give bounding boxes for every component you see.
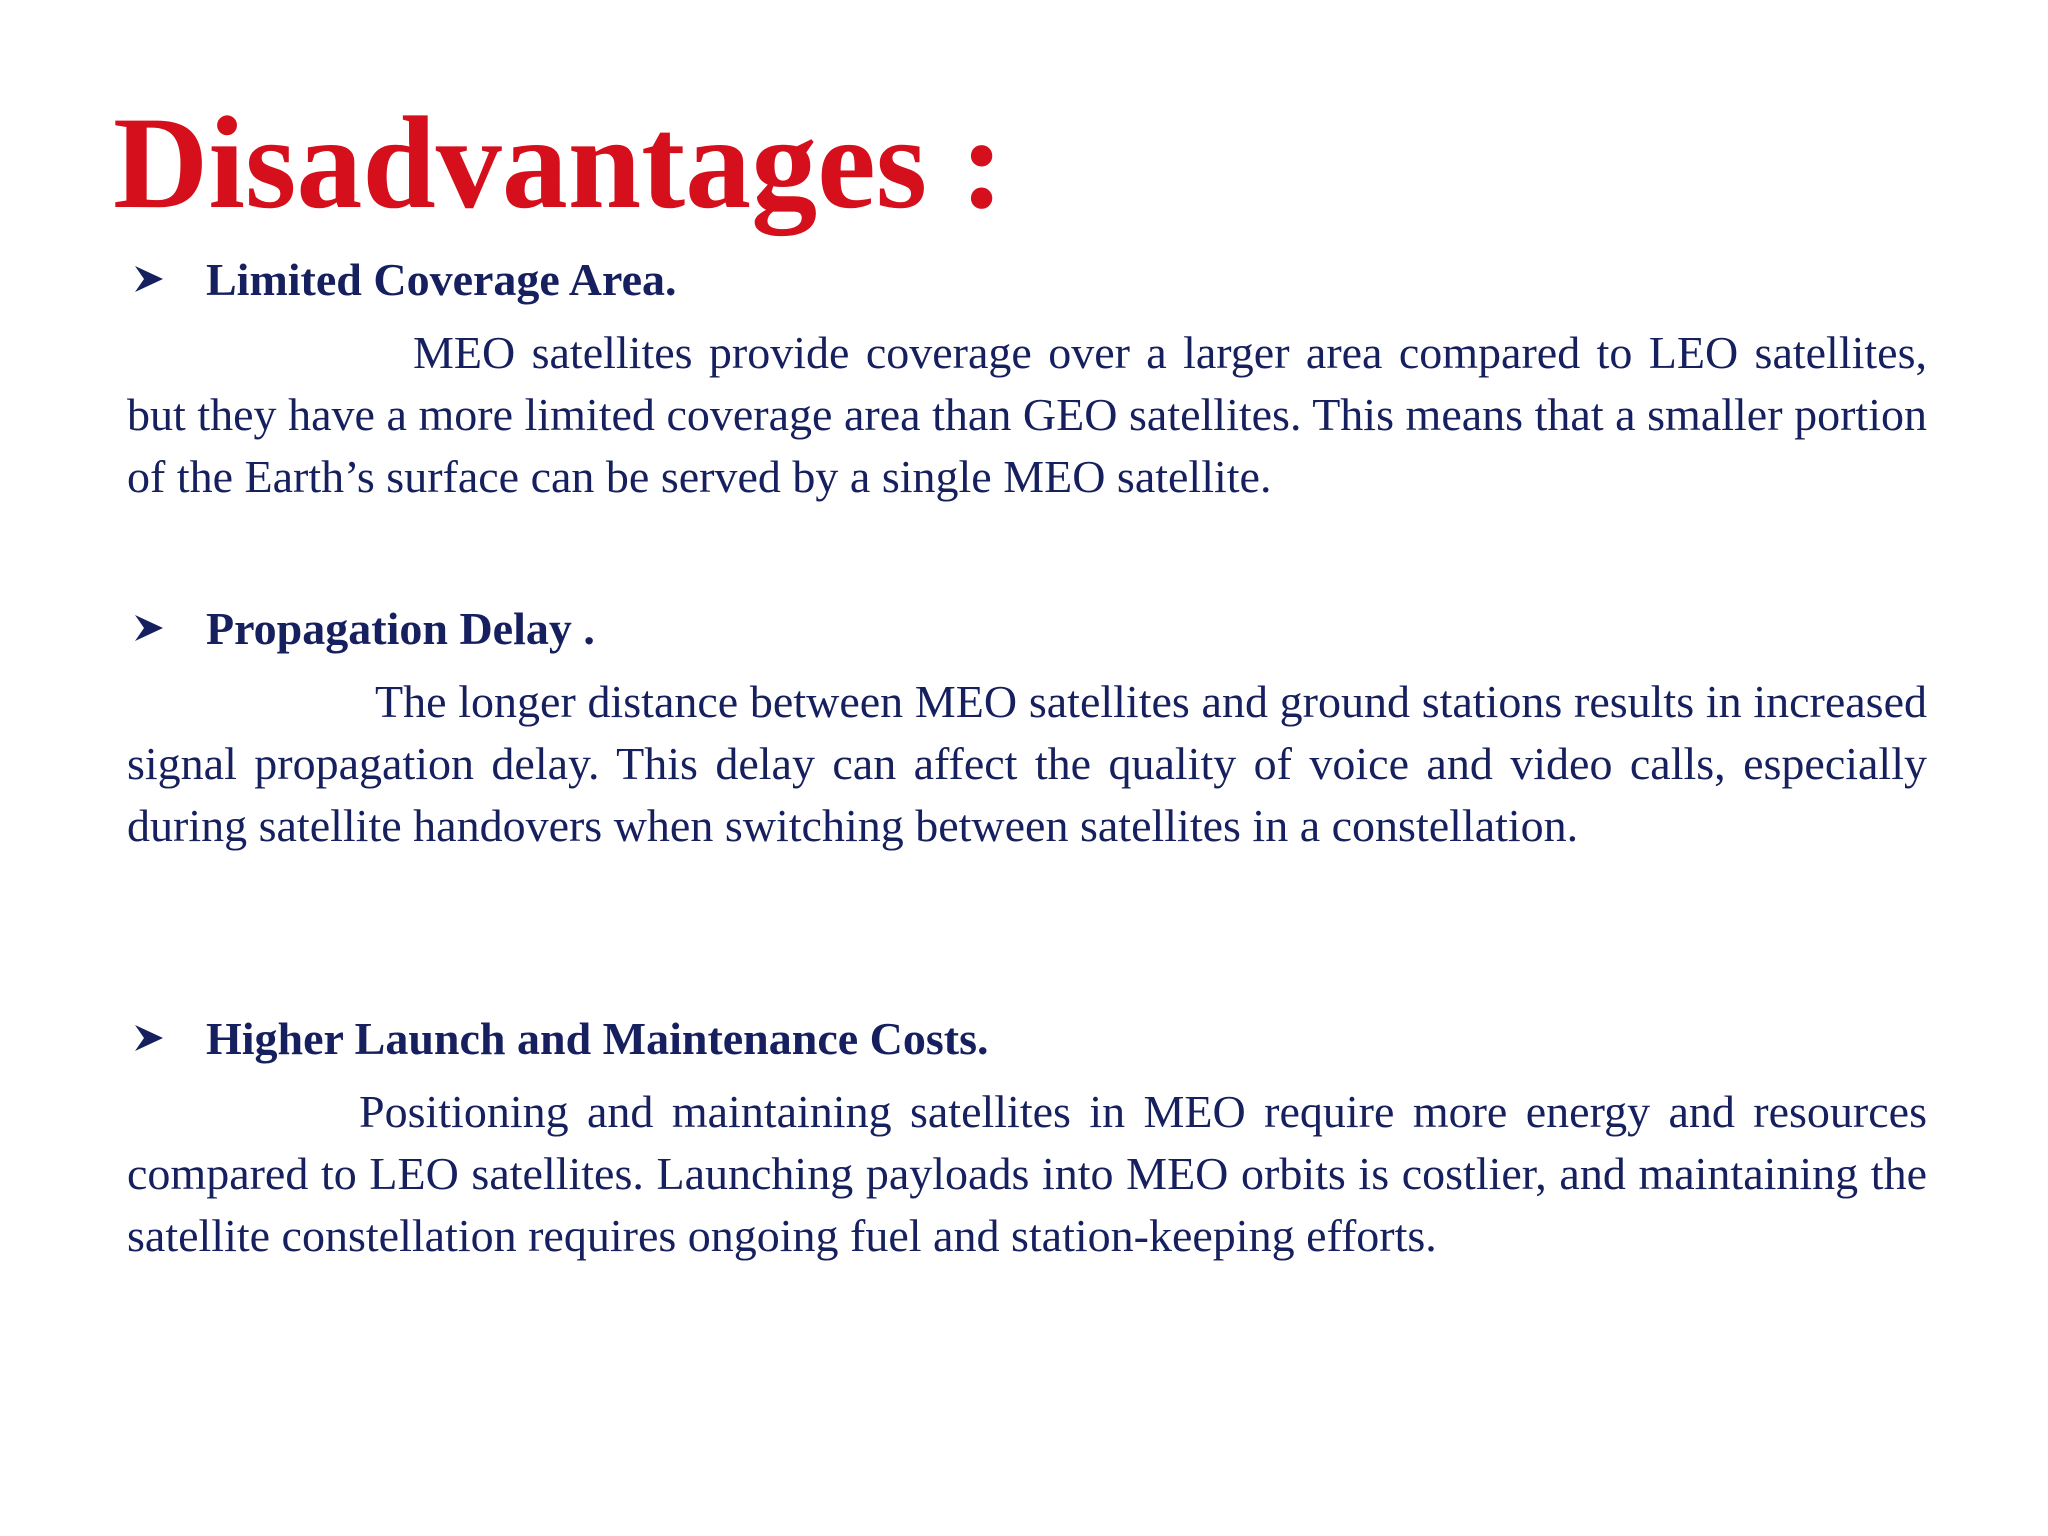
bullet-row <box>127 252 1927 316</box>
section-heading: Limited Coverage Area. <box>206 254 677 305</box>
bullet-row <box>127 601 1927 665</box>
section-propagation-delay <box>127 601 1927 857</box>
section-heading: Propagation Delay . <box>206 603 595 654</box>
section-body: MEO satellites provide coverage over a larger area compared to LEO satellites, but they have a more limited coverage area than GEO satellites. This means that a smaller portion of the Earth’s surface can be served by a single MEO satellite. <box>127 327 1927 502</box>
right-arrowhead-icon <box>133 1023 165 1053</box>
right-arrowhead-icon <box>133 613 165 643</box>
section-body: The longer distance between MEO satellites and ground stations results in increased signal propagation delay. This delay can affect the quality of voice and video calls, especially during satellite handovers when switching between satellites in a constellation. <box>127 676 1927 851</box>
section-launch-maintenance-costs <box>127 1011 1927 1267</box>
bullet-row <box>127 1011 1927 1075</box>
slide-title: Disadvantages : <box>113 89 1005 236</box>
right-arrowhead-icon <box>133 264 165 294</box>
section-heading: Higher Launch and Maintenance Costs. <box>206 1013 989 1064</box>
section-body: Positioning and maintaining satellites in MEO require more energy and resources compared to LEO satellites. Launching payloads into MEO orbits is costlier, and maintaining the satellite constellation requires ongoing fuel and station-keeping efforts. <box>127 1086 1927 1261</box>
section-limited-coverage <box>127 252 1927 508</box>
